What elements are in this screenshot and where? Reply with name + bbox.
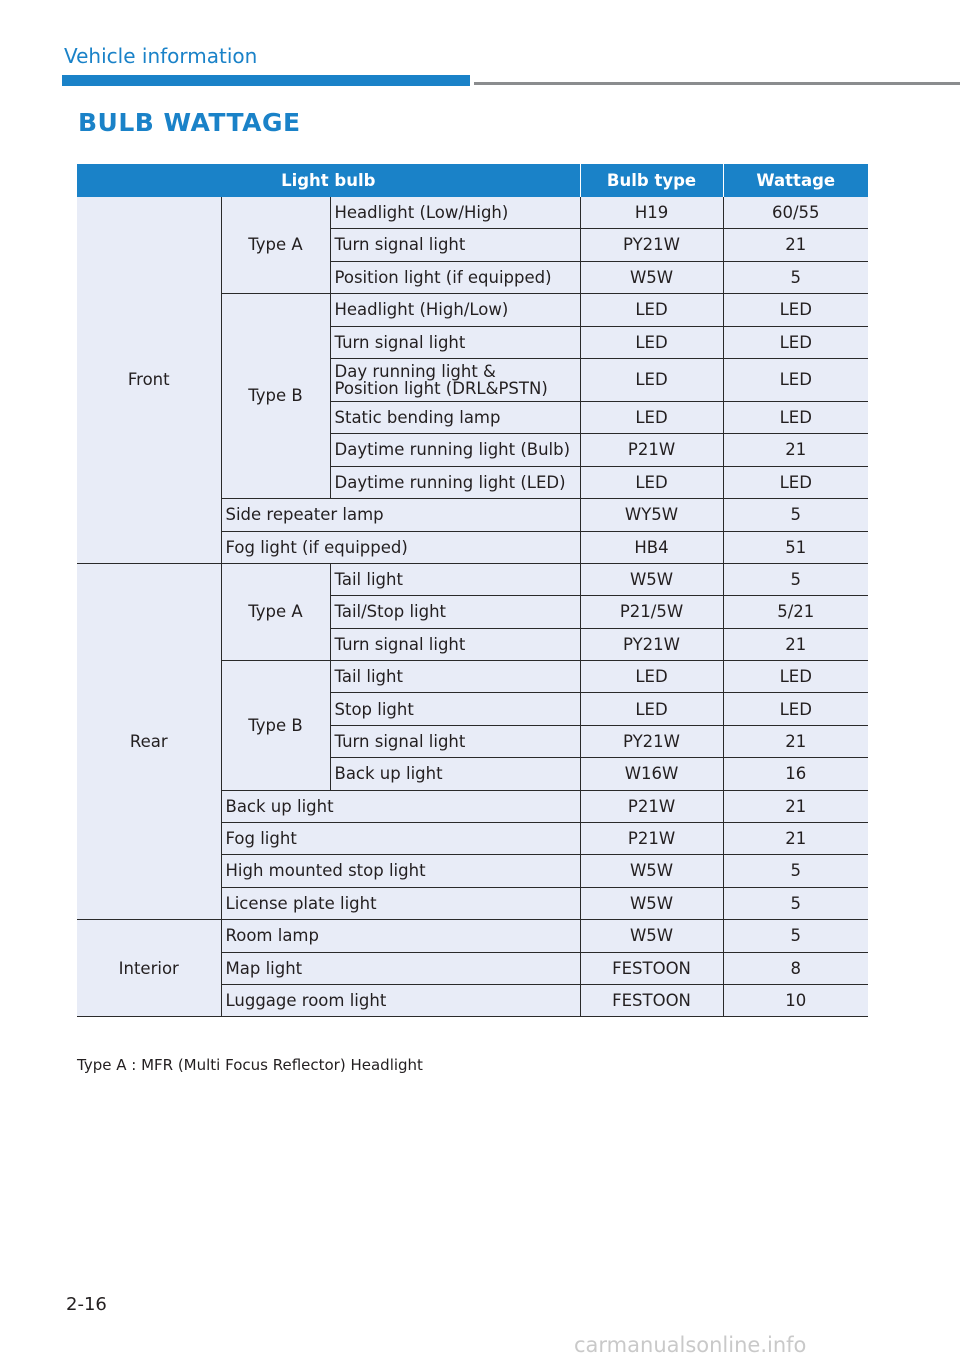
- bulb-wattage: 5: [723, 920, 868, 952]
- column-header-wattage: Wattage: [723, 164, 868, 197]
- bulb-type: PY21W: [580, 628, 723, 660]
- bulb-wattage: LED: [723, 661, 868, 693]
- bulb-wattage: 60/55: [723, 197, 868, 229]
- bulb-name-line-2: Position light (DRL&PSTN): [334, 378, 548, 398]
- bulb-type: W16W: [580, 758, 723, 790]
- bulb-name: Turn signal light: [330, 229, 580, 261]
- bulb-name: Back up light: [330, 758, 580, 790]
- bulb-name: License plate light: [221, 887, 580, 919]
- bulb-name: Daytime running light (LED): [330, 466, 580, 498]
- bulb-type: WY5W: [580, 499, 723, 531]
- footnote: Type A : MFR (Multi Focus Reflector) Headlight: [77, 1056, 423, 1074]
- bulb-name: Headlight (Low/High): [330, 197, 580, 229]
- bulb-name: Headlight (High/Low): [330, 294, 580, 326]
- bulb-wattage: 16: [723, 758, 868, 790]
- bulb-name: Fog light (if equipped): [221, 531, 580, 563]
- bulb-wattage: 5: [723, 855, 868, 887]
- bulb-wattage-table: [77, 164, 868, 1017]
- bulb-name: Tail/Stop light: [330, 596, 580, 628]
- column-header-bulb-type: Bulb type: [580, 164, 723, 197]
- bulb-wattage: 21: [723, 725, 868, 757]
- table-row: [77, 920, 868, 952]
- bulb-type: P21W: [580, 790, 723, 822]
- bulb-type: W5W: [580, 563, 723, 595]
- bulb-type: PY21W: [580, 229, 723, 261]
- bulb-name-line-1: Day running light &: [334, 361, 496, 381]
- bulb-name: Turn signal light: [330, 628, 580, 660]
- bulb-name: Fog light: [221, 823, 580, 855]
- bulb-wattage: 21: [723, 229, 868, 261]
- bulb-wattage: LED: [723, 401, 868, 433]
- bulb-type: LED: [580, 358, 723, 401]
- bulb-type: LED: [580, 294, 723, 326]
- subgroup-rear-type-b: Type B: [221, 661, 330, 791]
- bulb-name: High mounted stop light: [221, 855, 580, 887]
- bulb-name: [330, 358, 580, 401]
- bulb-wattage: LED: [723, 466, 868, 498]
- bulb-name: Luggage room light: [221, 984, 580, 1016]
- header-rule-thick: [62, 75, 470, 86]
- bulb-type: P21W: [580, 823, 723, 855]
- bulb-type: LED: [580, 326, 723, 358]
- bulb-wattage: 21: [723, 823, 868, 855]
- bulb-name: Room lamp: [221, 920, 580, 952]
- table-header-row: [77, 164, 868, 197]
- bulb-type: H19: [580, 197, 723, 229]
- bulb-name: Tail light: [330, 661, 580, 693]
- bulb-type: W5W: [580, 920, 723, 952]
- page-number: 2-16: [66, 1294, 107, 1315]
- bulb-wattage: 5: [723, 563, 868, 595]
- bulb-type: HB4: [580, 531, 723, 563]
- bulb-name: Static bending lamp: [330, 401, 580, 433]
- group-rear: Rear: [77, 563, 221, 919]
- bulb-type: FESTOON: [580, 952, 723, 984]
- bulb-type: LED: [580, 401, 723, 433]
- bulb-wattage: LED: [723, 326, 868, 358]
- bulb-wattage: 21: [723, 628, 868, 660]
- bulb-type: FESTOON: [580, 984, 723, 1016]
- bulb-wattage: 10: [723, 984, 868, 1016]
- bulb-type: W5W: [580, 887, 723, 919]
- bulb-wattage: LED: [723, 358, 868, 401]
- bulb-wattage: LED: [723, 294, 868, 326]
- bulb-type: PY21W: [580, 725, 723, 757]
- watermark: carmanualsonline.info: [574, 1333, 807, 1357]
- bulb-name: Turn signal light: [330, 326, 580, 358]
- group-interior: Interior: [77, 920, 221, 1017]
- bulb-wattage: 5/21: [723, 596, 868, 628]
- bulb-type: W5W: [580, 855, 723, 887]
- bulb-wattage: 5: [723, 499, 868, 531]
- bulb-name: Map light: [221, 952, 580, 984]
- table-row: [77, 197, 868, 229]
- section-title: Vehicle information: [64, 44, 258, 68]
- bulb-wattage: 21: [723, 434, 868, 466]
- bulb-type: LED: [580, 693, 723, 725]
- bulb-type: LED: [580, 466, 723, 498]
- bulb-wattage: 5: [723, 887, 868, 919]
- bulb-wattage: 21: [723, 790, 868, 822]
- bulb-type: W5W: [580, 261, 723, 293]
- bulb-wattage: 51: [723, 531, 868, 563]
- table-row: [77, 563, 868, 595]
- subgroup-front-type-b: Type B: [221, 294, 330, 499]
- group-front: Front: [77, 197, 221, 563]
- page-heading: BULB WATTAGE: [78, 108, 301, 137]
- bulb-name: Stop light: [330, 693, 580, 725]
- header-rule-thin: [474, 82, 960, 85]
- bulb-name: Back up light: [221, 790, 580, 822]
- bulb-name: Position light (if equipped): [330, 261, 580, 293]
- bulb-name: Turn signal light: [330, 725, 580, 757]
- bulb-name: Tail light: [330, 563, 580, 595]
- bulb-wattage: LED: [723, 693, 868, 725]
- column-header-light-bulb: Light bulb: [77, 164, 580, 197]
- bulb-type: P21W: [580, 434, 723, 466]
- bulb-type: P21/5W: [580, 596, 723, 628]
- bulb-wattage: 8: [723, 952, 868, 984]
- subgroup-rear-type-a: Type A: [221, 563, 330, 660]
- bulb-name: Daytime running light (Bulb): [330, 434, 580, 466]
- subgroup-front-type-a: Type A: [221, 197, 330, 294]
- bulb-name: Side repeater lamp: [221, 499, 580, 531]
- bulb-wattage: 5: [723, 261, 868, 293]
- bulb-type: LED: [580, 661, 723, 693]
